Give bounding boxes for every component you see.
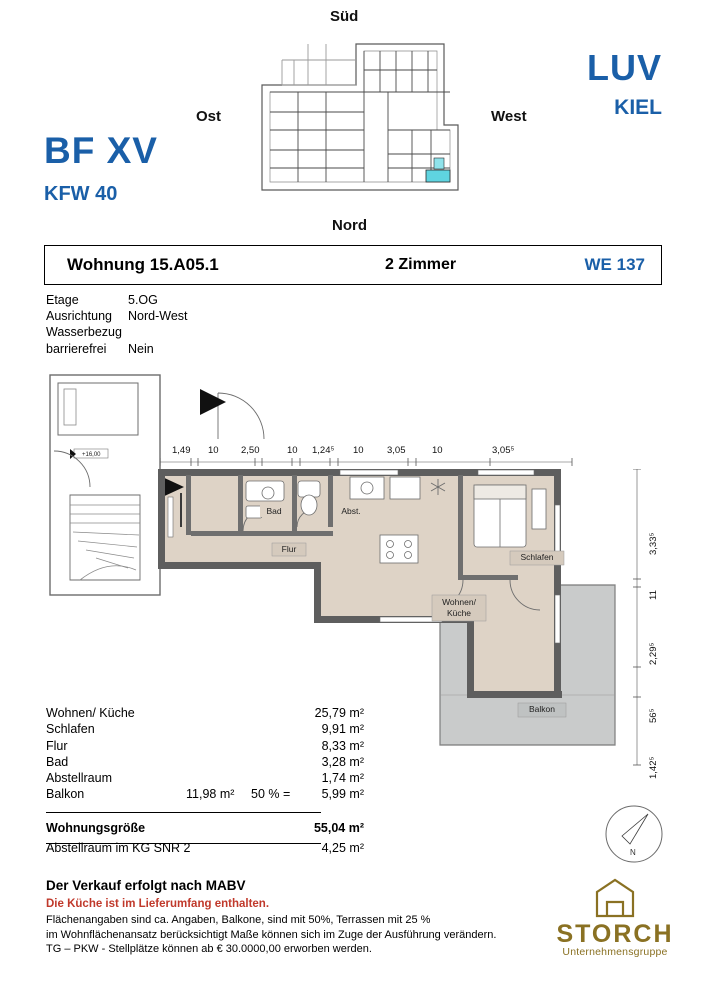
room-label-kueche-text: Küche [446,608,472,618]
mabv-note: Der Verkauf erfolgt nach MABV [46,878,246,893]
area-value: 3,28 m² [321,754,364,769]
fineprint-line: Flächenangaben sind ca. Angaben, Balkone, sind mit 50%, Terrassen mit 25 % [46,914,431,926]
area-row [46,738,376,754]
dim-top-1: 1,49 [172,445,191,456]
fineprint-line: TG – PKW - Stellplätze können ab € 30.0000,00 erworben werden. [46,943,372,955]
meta-row [46,324,188,340]
building-title: BF XV [44,130,158,171]
summary-row [46,818,376,838]
meta-value: Nord-West [128,309,188,324]
area-value: 1,74 m² [321,771,364,786]
dim-top-6: 10 [353,445,364,456]
area-row [46,721,376,737]
logo-subtitle: Unternehmensgruppe [562,946,668,958]
meta-key: Etage [46,293,79,307]
dim-top-8: 10 [432,445,443,456]
compass-north-label: N [630,848,636,857]
meta-row [46,292,188,308]
unit-title-bar [44,245,662,285]
dim-top-2: 10 [208,445,219,456]
energy-standard: KFW 40 [44,183,118,205]
shower-icon [301,495,317,515]
area-gross: 11,98 m² [186,787,235,802]
area-value: 5,99 m² [321,787,364,802]
room-label-flur: Flur [281,544,297,554]
meta-row [46,308,188,324]
compass-rose [600,800,668,868]
room-label-wohnen-text: Wohnen/ [442,597,476,607]
dim-right-1: 3,33⁵ [648,532,659,555]
dim-right-3: 2,29⁵ [648,642,659,665]
unit-number: Wohnung 15.A05.1 [67,255,219,274]
dimension-line-top [160,457,580,467]
meta-value: 5.OG [128,293,158,307]
brand-city: KIEL [614,96,662,119]
area-name: Wohnen/ Küche [46,706,135,720]
area-value: 9,91 m² [321,722,364,737]
orientation-label-sued: Süd [330,8,359,25]
svg-text:+16,00: +16,00 [82,452,101,458]
dim-top-4: 10 [287,445,298,456]
room-label-balkon: Balkon [529,704,555,714]
meta-key: Wasserbezug [46,325,122,340]
meta-value: Nein [128,341,154,356]
dim-right-4: 56⁵ [648,708,659,723]
wardrobe-icon [532,489,546,529]
summary-value-wohnungsgroesse: 55,04 m² [313,821,364,835]
dim-top-7: 3,05 [387,445,406,456]
logo-name: STORCH [556,920,674,948]
summary-name-wohnungsgroesse: Wohnungsgröße [46,821,146,835]
room-count: 2 Zimmer [385,256,457,273]
dim-right-2: 11 [648,590,659,600]
area-table [46,705,376,803]
we-number: WE 137 [584,255,645,274]
meta-key: Ausrichtung [46,309,113,324]
orientation-label-nord: Nord [332,217,367,234]
summary-table [46,818,376,858]
meta-row [46,341,188,357]
dim-top-5: 1,24⁵ [312,445,335,456]
area-name: Bad [46,754,69,769]
highlighted-unit-marker [426,170,450,182]
area-row [46,786,376,802]
fineprint-line: im Wohnflächenansatz berücksichtigt Maße können sich im Zuge der Ausführung verändern. [46,928,497,941]
dim-top-3: 2,50 [241,445,260,456]
storch-house-icon [545,876,685,920]
area-value: 8,33 m² [321,738,364,753]
summary-row [46,838,376,858]
room-label-wohnen-kueche [432,597,486,619]
area-value: 25,79 m² [314,706,364,720]
orientation-label-ost: Ost [196,108,222,125]
area-row [46,705,376,721]
meta-key: barrierefrei [46,341,107,356]
area-name: Abstellraum [46,771,112,786]
site-key-plan [248,30,474,210]
area-name: Flur [46,738,68,753]
kitchen-counter-icon [390,477,420,499]
room-label-bad: Bad [266,506,282,516]
area-row [46,770,376,786]
area-name: Balkon [46,787,85,802]
orientation-label-west: West [491,108,527,125]
kitchen-note: Die Küche ist im Lieferumfang enthalten. [46,898,270,910]
summary-value-abstellraum-kg: 4,25 m² [321,841,364,855]
company-logo [545,876,685,956]
room-label-abstell: Abst. [341,506,361,516]
divider-line-top [46,812,321,813]
cooktop-icon [380,535,418,563]
dimension-line-right [632,469,642,769]
fineprint [46,913,546,957]
sink-icon [246,506,262,518]
summary-name-abstellraum-kg: Abstellraum im KG SNR 2 [46,841,191,855]
area-factor: 50 % = [251,787,291,802]
brand-title: LUV [587,47,662,88]
unit-meta-list [46,292,188,357]
area-row [46,754,376,770]
dim-top-9: 3,05⁵ [492,445,515,456]
room-label-schlafen: Schlafen [520,552,554,562]
dim-right-5: 1,42⁵ [648,756,659,779]
area-name: Schlafen [46,722,95,737]
